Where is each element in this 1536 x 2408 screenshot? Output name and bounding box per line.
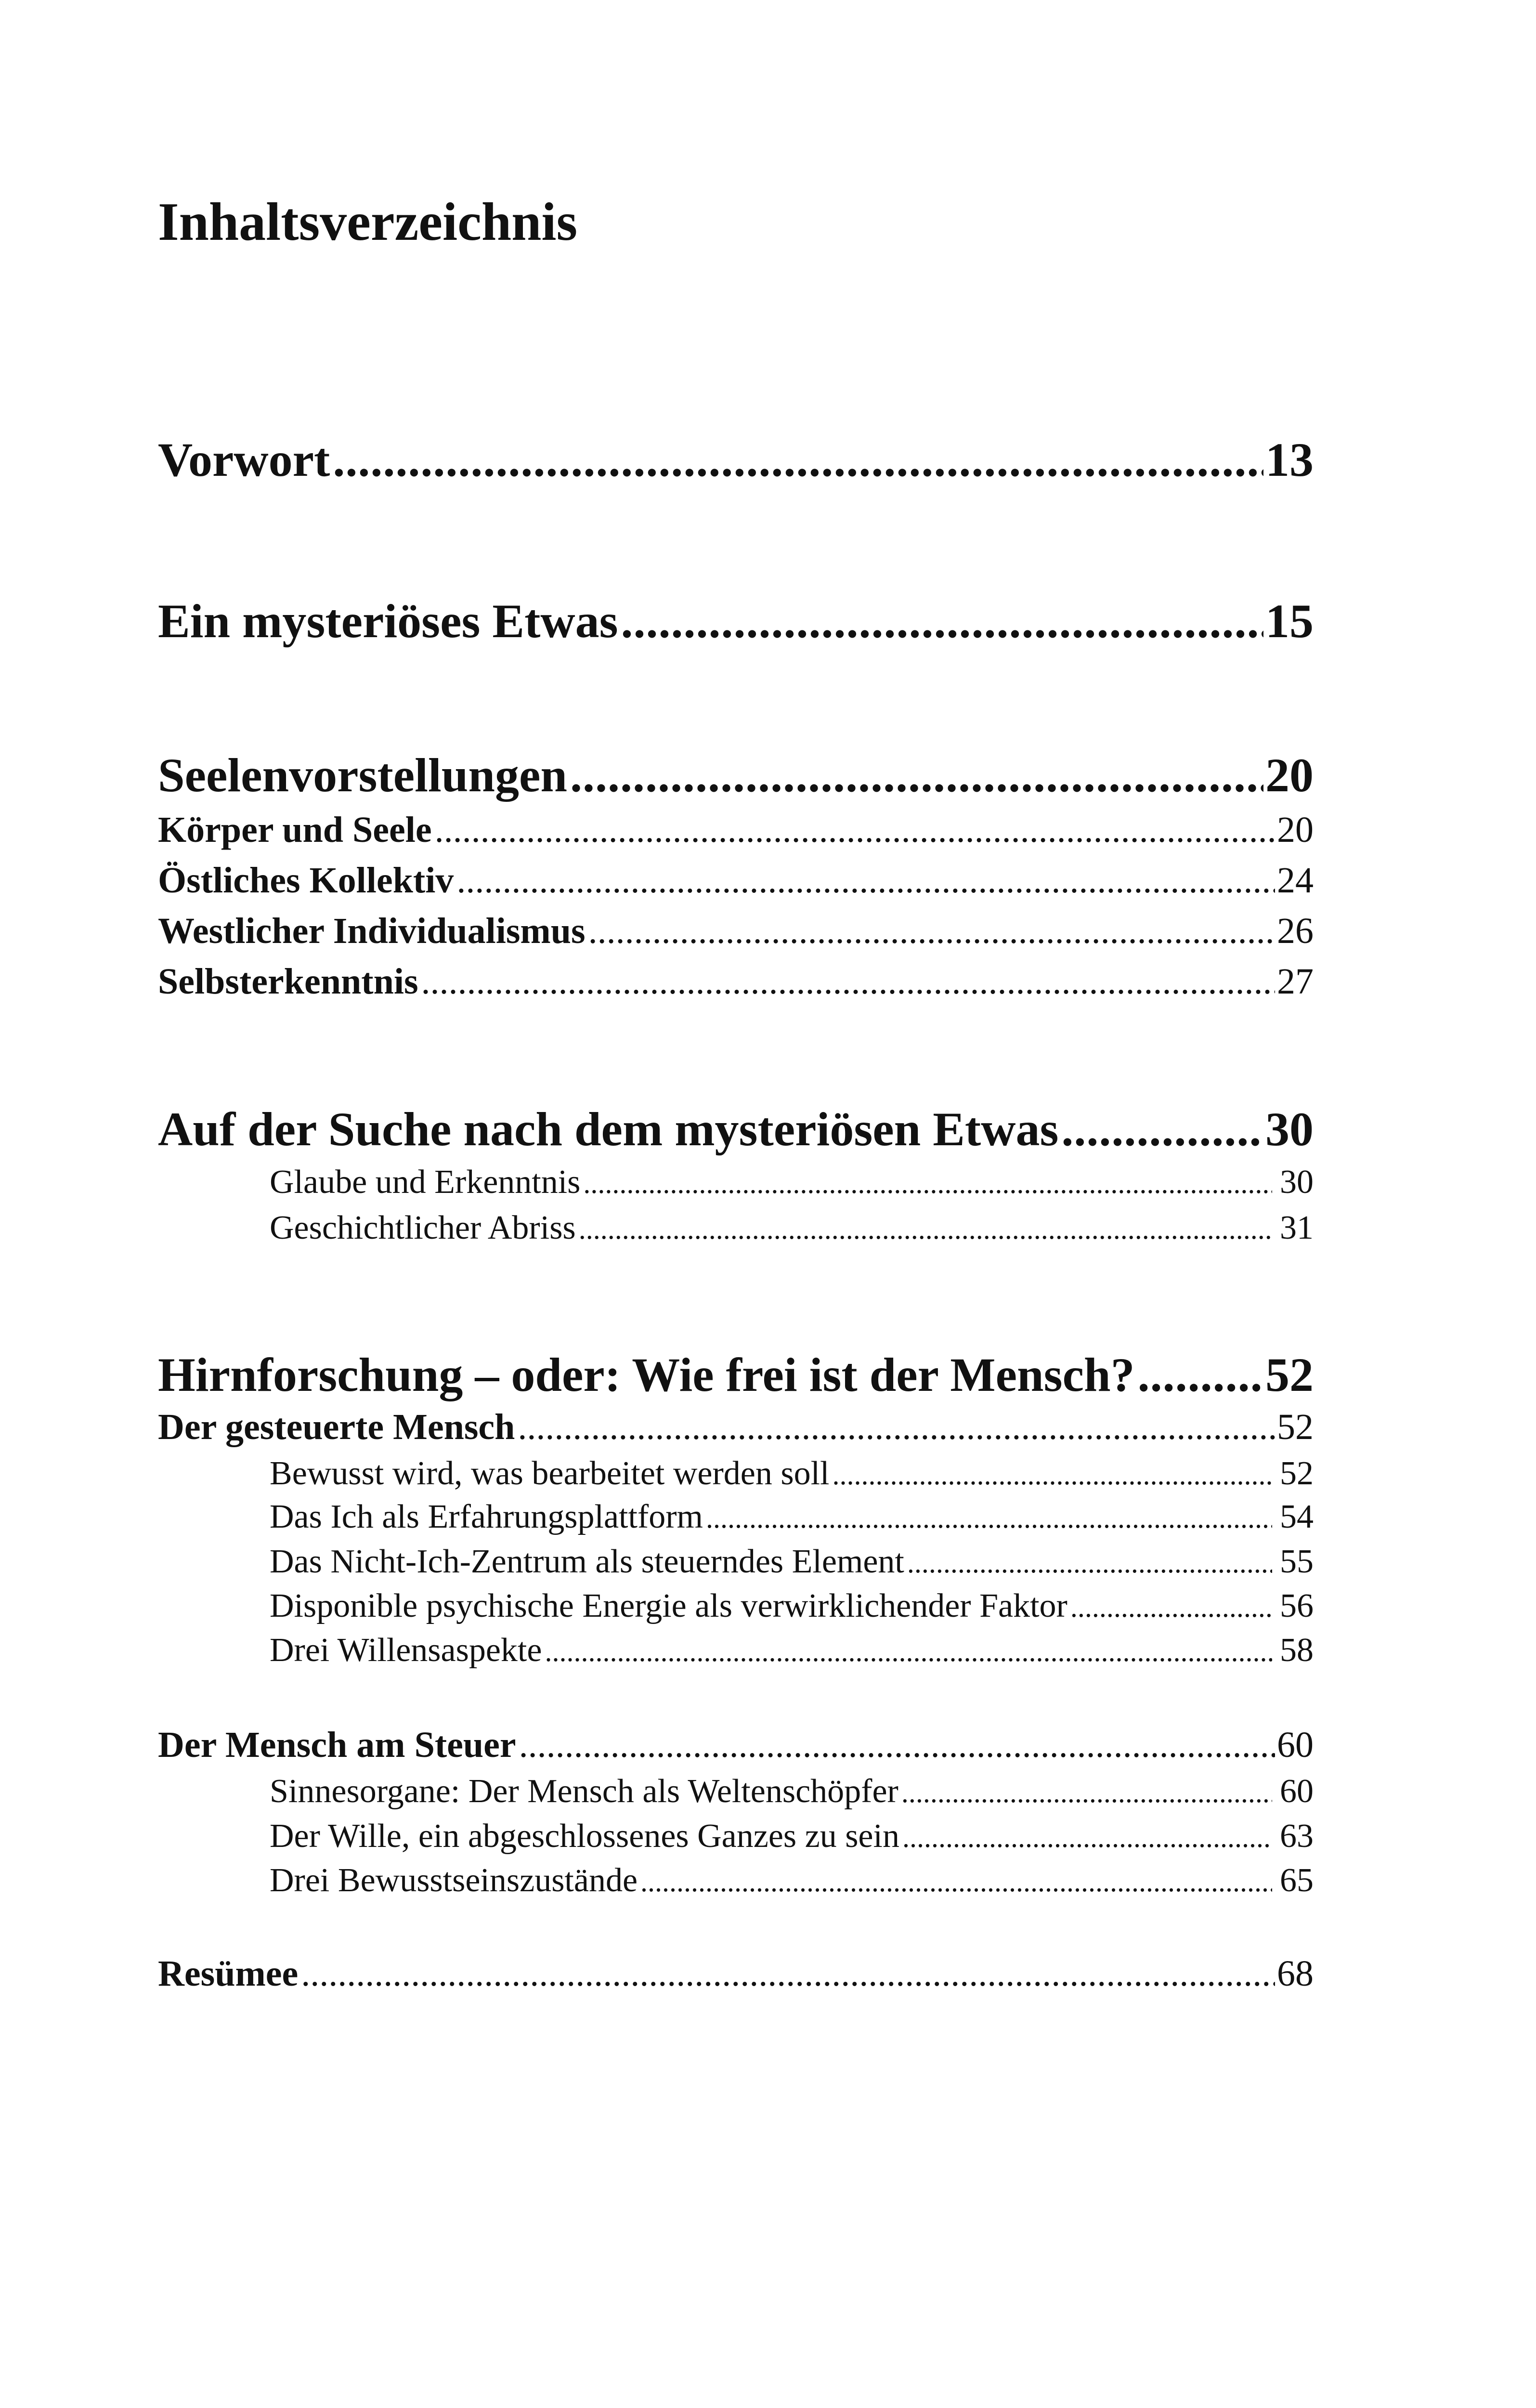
toc-entry-page: 60 bbox=[1280, 1773, 1314, 1810]
toc-entry-page: 13 bbox=[1265, 433, 1314, 486]
toc-entry-page: 68 bbox=[1277, 1953, 1314, 1994]
toc-entry-section[interactable] bbox=[158, 862, 1314, 899]
toc-entry-subsection[interactable] bbox=[270, 1211, 1314, 1245]
toc-entry-label: Bewusst wird, was bearbeitet werden soll bbox=[270, 1455, 830, 1492]
toc-entry-section[interactable] bbox=[158, 811, 1314, 848]
toc-entry-section[interactable] bbox=[158, 963, 1314, 1000]
dot-leader bbox=[518, 1409, 1275, 1445]
dot-leader bbox=[833, 1460, 1273, 1489]
toc-entry-page: 56 bbox=[1280, 1587, 1314, 1624]
toc-entry-page: 52 bbox=[1280, 1455, 1314, 1492]
toc-entry-page: 26 bbox=[1277, 911, 1314, 951]
dot-leader bbox=[456, 862, 1275, 899]
toc-entry-section[interactable] bbox=[158, 1727, 1314, 1763]
dot-leader bbox=[579, 1215, 1272, 1243]
dot-leader bbox=[901, 1778, 1272, 1807]
toc-entry-chapter[interactable] bbox=[158, 594, 1314, 648]
toc-entry-label: Resümee bbox=[158, 1953, 299, 1994]
dot-leader bbox=[435, 811, 1275, 848]
toc-entry-label: Seelenvorstellungen bbox=[158, 748, 567, 802]
toc-entry-label: Geschichtlicher Abriss bbox=[270, 1209, 576, 1246]
toc-entry-label: Der gesteuerte Mensch bbox=[158, 1407, 515, 1447]
toc-entry-label: Ein mysteriöses Etwas bbox=[158, 594, 618, 648]
toc-entry-section[interactable] bbox=[158, 913, 1314, 949]
toc-entry-label: Der Mensch am Steuer bbox=[158, 1725, 516, 1765]
toc-entry-label: Drei Willensaspekte bbox=[270, 1632, 542, 1669]
toc-entry-subsection[interactable] bbox=[270, 1634, 1314, 1667]
dot-leader bbox=[640, 1867, 1272, 1896]
toc-entry-page: 24 bbox=[1277, 860, 1314, 901]
toc-entry-subsection[interactable] bbox=[270, 1457, 1314, 1491]
toc-entry-page: 30 bbox=[1265, 1102, 1314, 1156]
toc-entry-label: Selbsterkenntnis bbox=[158, 961, 418, 1002]
toc-entry-section[interactable] bbox=[158, 1409, 1314, 1445]
dot-leader bbox=[907, 1548, 1272, 1577]
toc-entry-subsection[interactable] bbox=[270, 1864, 1314, 1898]
toc-entry-label: Körper und Seele bbox=[158, 810, 432, 850]
toc-entry-label: Das Ich als Erfahrungsplattform bbox=[270, 1498, 703, 1535]
toc-entry-page: 60 bbox=[1277, 1725, 1314, 1765]
toc-entry-page: 31 bbox=[1280, 1209, 1314, 1246]
toc-entry-page: 30 bbox=[1280, 1164, 1314, 1201]
toc-entry-label: Hirnforschung – oder: Wie frei ist der Mensch? bbox=[158, 1348, 1135, 1401]
toc-entry-chapter[interactable] bbox=[158, 433, 1314, 486]
page-title: Inhaltsverzeichnis bbox=[158, 192, 578, 252]
toc-entry-chapter[interactable] bbox=[158, 1102, 1314, 1156]
toc-entry-label: Vorwort bbox=[158, 433, 330, 486]
dot-leader bbox=[902, 1823, 1272, 1852]
dot-leader bbox=[421, 963, 1275, 1000]
toc-entry-label: Drei Bewusstseinszustände bbox=[270, 1862, 638, 1899]
toc-entry-section[interactable] bbox=[158, 1955, 1314, 1992]
toc-entry-subsection[interactable] bbox=[270, 1500, 1314, 1534]
dot-leader bbox=[621, 597, 1263, 645]
toc-entry-page: 20 bbox=[1277, 810, 1314, 850]
toc-entry-subsection[interactable] bbox=[270, 1819, 1314, 1853]
toc-entry-subsection[interactable] bbox=[270, 1165, 1314, 1199]
dot-leader bbox=[1070, 1593, 1272, 1622]
toc-entry-label: Der Wille, ein abgeschlossenes Ganzes zu sein bbox=[270, 1818, 899, 1855]
dot-leader bbox=[301, 1955, 1275, 1992]
toc-entry-subsection[interactable] bbox=[270, 1545, 1314, 1579]
dot-leader bbox=[706, 1504, 1272, 1532]
toc-entry-page: 65 bbox=[1280, 1862, 1314, 1899]
toc-entry-label: Sinnesorgane: Der Mensch als Weltenschöpfer bbox=[270, 1773, 898, 1810]
dot-leader bbox=[519, 1727, 1275, 1763]
toc-entry-page: 58 bbox=[1280, 1632, 1314, 1669]
toc-entry-page: 52 bbox=[1265, 1348, 1314, 1401]
dot-leader bbox=[1061, 1105, 1263, 1153]
toc-entry-page: 55 bbox=[1280, 1543, 1314, 1580]
toc-entry-label: Disponible psychische Energie als verwirklichender Faktor bbox=[270, 1587, 1067, 1624]
dot-leader bbox=[588, 913, 1275, 949]
toc-entry-page: 20 bbox=[1265, 748, 1314, 802]
toc-entry-label: Westlicher Individualismus bbox=[158, 911, 586, 951]
toc-entry-label: Östliches Kollektiv bbox=[158, 860, 454, 901]
toc-entry-subsection[interactable] bbox=[270, 1589, 1314, 1623]
toc-entry-page: 15 bbox=[1265, 594, 1314, 648]
toc-entry-subsection[interactable] bbox=[270, 1775, 1314, 1808]
dot-leader bbox=[1138, 1351, 1263, 1399]
toc-entry-label: Glaube und Erkenntnis bbox=[270, 1164, 581, 1201]
dot-leader bbox=[333, 436, 1263, 484]
toc-entry-chapter[interactable] bbox=[158, 748, 1314, 802]
toc-entry-chapter[interactable] bbox=[158, 1348, 1314, 1401]
toc-entry-page: 54 bbox=[1280, 1498, 1314, 1535]
dot-leader bbox=[583, 1169, 1272, 1198]
dot-leader bbox=[545, 1637, 1272, 1666]
toc-entry-page: 52 bbox=[1277, 1407, 1314, 1447]
toc-entry-page: 63 bbox=[1280, 1818, 1314, 1855]
toc-entry-label: Auf der Suche nach dem mysteriösen Etwas bbox=[158, 1102, 1059, 1156]
toc-entry-label: Das Nicht-Ich-Zentrum als steuerndes Element bbox=[270, 1543, 904, 1580]
dot-leader bbox=[570, 751, 1263, 799]
toc-entry-page: 27 bbox=[1277, 961, 1314, 1002]
